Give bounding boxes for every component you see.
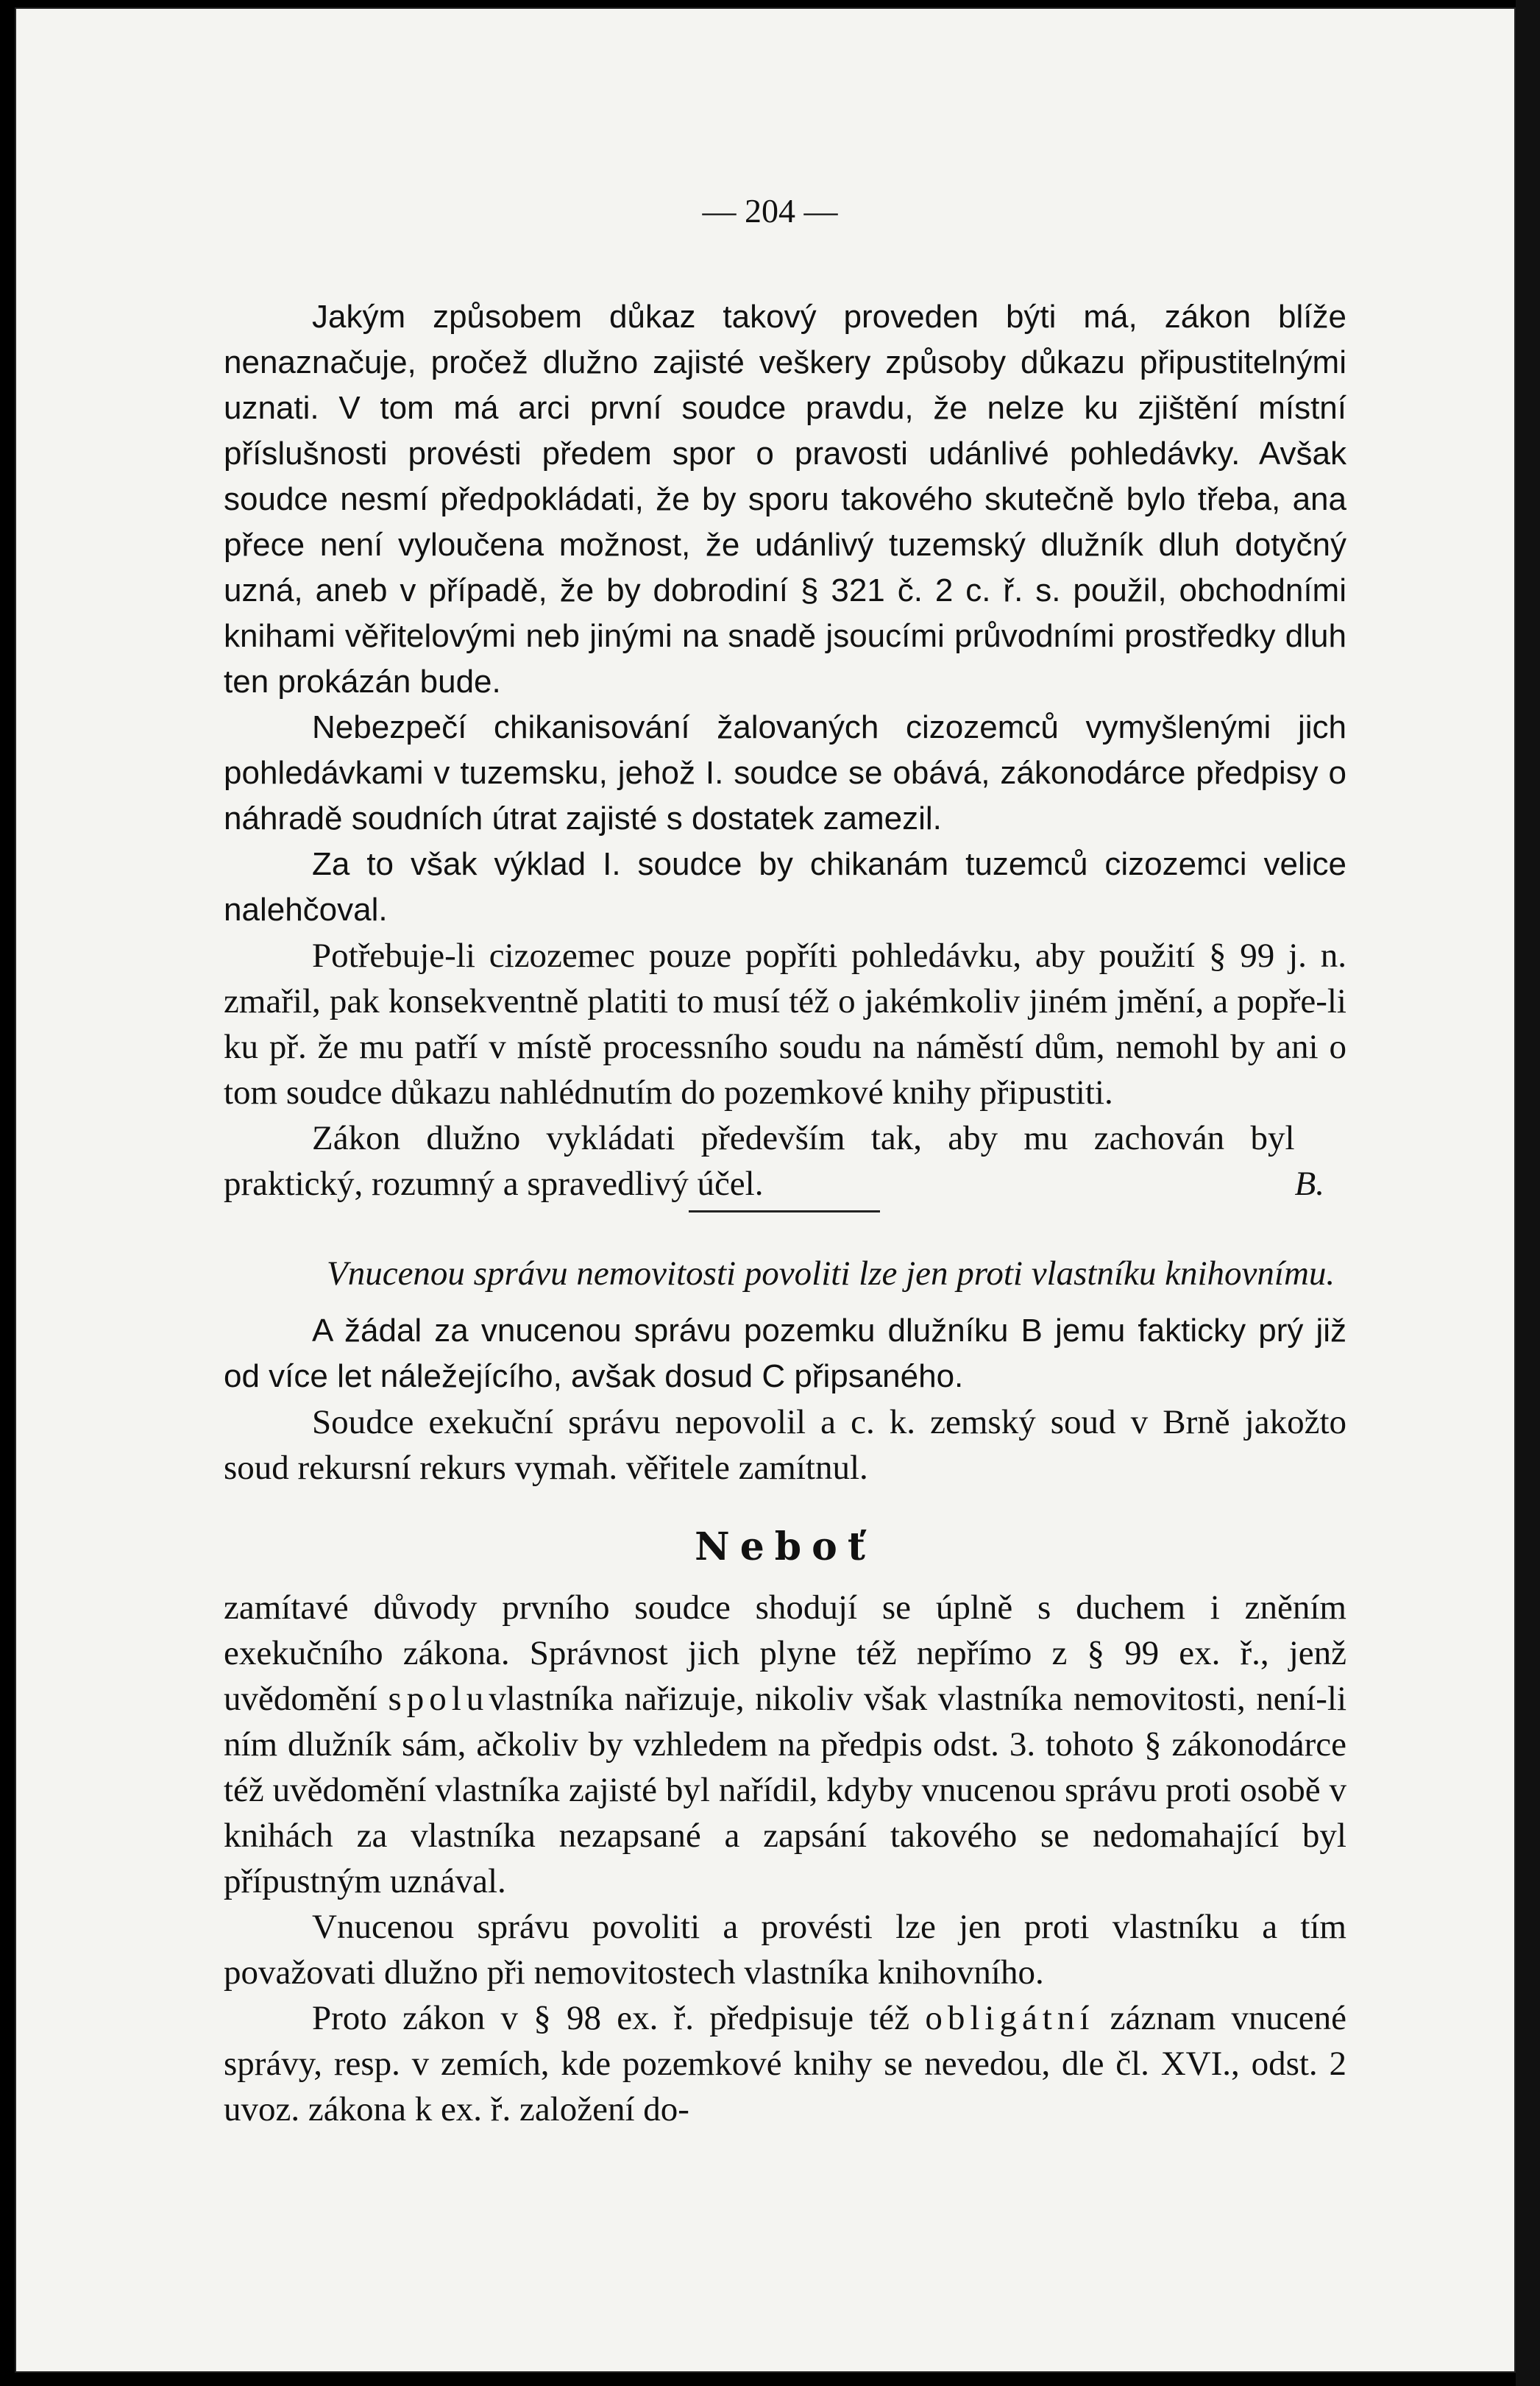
section-2 <box>224 1251 1346 2132</box>
paragraph-4: Potřebuje-li cizozemec pouze popříti pohledávku, aby použití § 99 j. n. zmařil, pak konsekventně platiti to musí též o jakémkoliv jiném jmění, a popře-li ku př. že mu patří v místě processního soudu na náměstí dům, nemohl by ani o tom soudce důkazu nahlédnutím do pozemkové knihy připustiti. <box>224 937 1346 1112</box>
reasoning-1 <box>224 1585 1346 1904</box>
section-divider <box>689 1210 880 1212</box>
author-signature: B. <box>1294 1165 1324 1203</box>
facts-2: Soudce exekuční správu nepovolil a c. k. zemský soud v Brně jakožto soud rekursní rekurs vymah. věřitele zamítnul. <box>224 1403 1346 1487</box>
reasoning-1-emphasis: spolu <box>388 1680 489 1718</box>
reasoning-3-emphasis: obligátní <box>925 1999 1095 2037</box>
paragraph-1: Jakým způsobem důkaz takový proveden býti má, zákon blíže nenaznačuje, pročež dlužno zajisté veškery způsoby důkazu připustitelnými uznati. V tom má arci první soudce pravdu, že nelze ku zjištění místní příslušnosti provésti předem spor o pravosti udánlivé pohledávky. Avšak soudce nesmí předpokládati, že by sporu takového skutečně bylo třeba, ana přece není vyloučena možnost, že udánlivý tuzemský dlužník dluh dotyčný uzná, aneb v případě, že by dobrodiní § 321 č. 2 c. ř. s. použil, obchodními knihami věřitelovými neb jinými na snadě jsoucími průvodními prostředky dluh ten prokázán bude. <box>224 299 1346 700</box>
reasoning-1-part-a: zamítavé důvody prvního soudce shodují se úplně s duchem i zněním exekučního zákona. Správnost jich plyne též nepřímo z § 99 ex. ř., jenž uvědomění <box>224 1588 1346 1718</box>
reasoning-3-part-b: záznam vnucené správy, resp. v zemích, kde pozemkové knihy se nevedou, dle čl. XVI., odst. 2 uvoz. zákona k ex. ř. založení do- <box>224 1999 1346 2128</box>
paragraph-3: Za to však výklad I. soudce by chikanám tuzemců cizozemci velice nalehčoval. <box>224 846 1346 928</box>
section-1 <box>224 294 1346 1207</box>
reasoning-2: Vnucenou správu povoliti a provésti lze jen proti vlastníku a tím považovati dlužno při nemovitostech vlastníka knihovního. <box>224 1908 1346 1992</box>
reasoning-1-part-b: vlastníka nařizuje, nikoliv však vlastníka nemovitosti, není-li ním dlužník sám, ačkoliv by vzhledem na předpis odst. 3. tohoto § zákonodárce též uvědomění vlastníka zajisté byl nařídil, kdyby vnucenou správu proti osobě v knihách za vlastníka nezapsané a zapsání takového se nedomahající byl přípustným uznával. <box>224 1680 1346 1900</box>
facts-1: A žádal za vnucenou správu pozemku dlužníku B jemu fakticky prý již od více let náležejícího, avšak dosud C připsaného. <box>224 1313 1346 1394</box>
final-paragraph-line <box>224 1115 1346 1207</box>
paragraph-2: Nebezpečí chikanisování žalovaných cizozemců vymyšlenými jich pohledávkami v tuzemsku, jehož I. soudce se obává, zákonodárce předpisy o náhradě soudních útrat zajisté s dostatek zamezil. <box>224 709 1346 837</box>
paragraph-5: Zákon dlužno vykládati především tak, aby mu zachován byl praktický, rozumný a spravedlivý účel. <box>224 1119 1295 1203</box>
scan-edge <box>1516 0 1540 2386</box>
reasoning-3-part-a: Proto zákon v § 98 ex. ř. předpisuje též <box>312 1999 926 2037</box>
case-heading: Vnucenou správu nemovitosti povoliti lze jen proti vlastníku knihovnímu. <box>327 1254 1335 1293</box>
reasoning-3 <box>224 1995 1346 2132</box>
reasoning-heading: Neboť <box>695 1524 876 1569</box>
page-number: — 204 — <box>702 192 838 230</box>
